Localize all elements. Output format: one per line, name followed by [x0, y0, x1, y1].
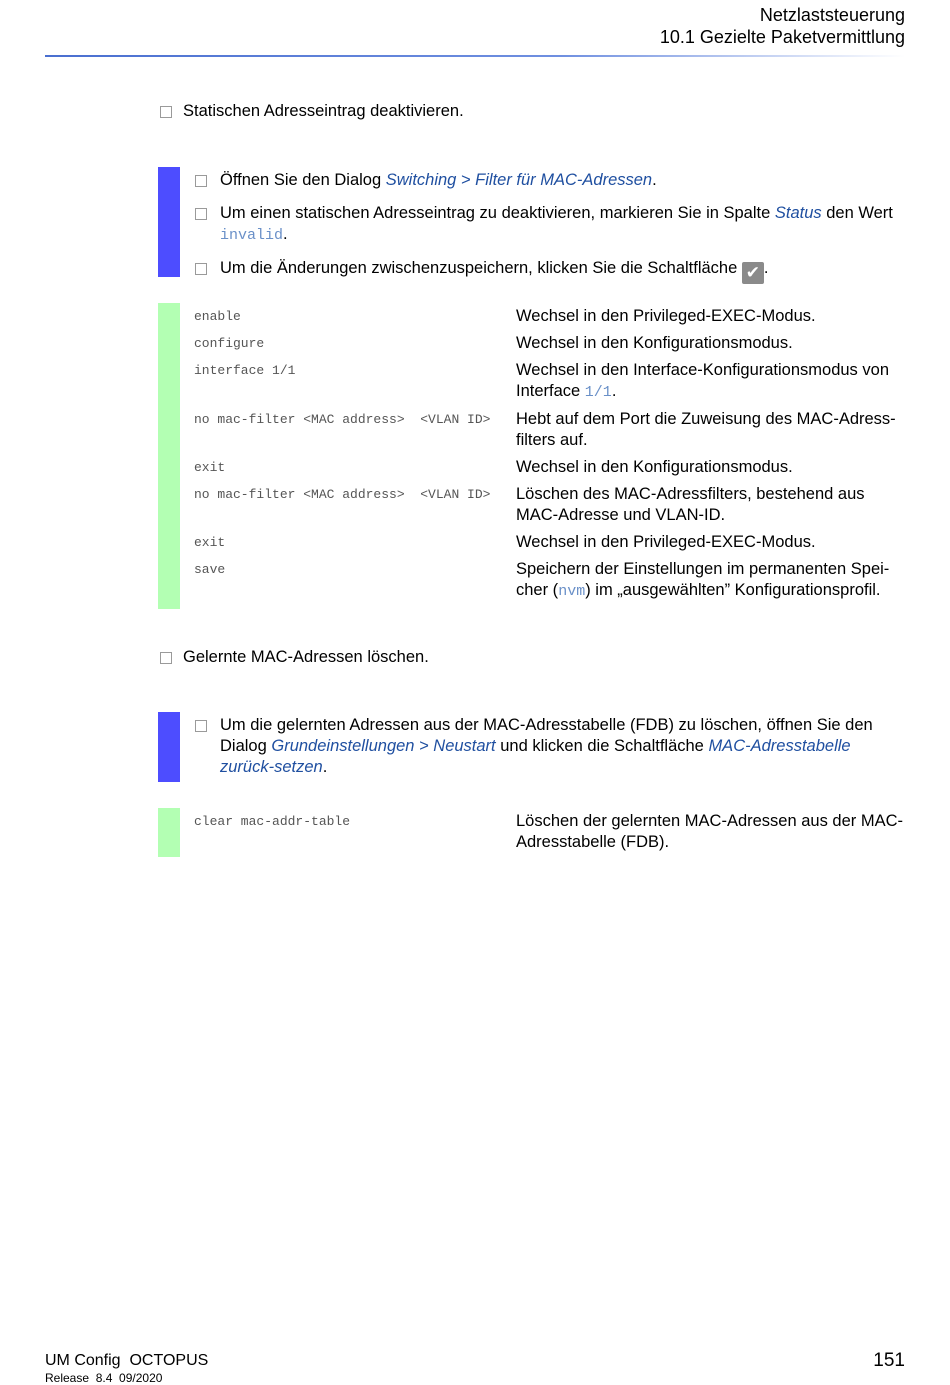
page-number: 151: [873, 1350, 905, 1371]
list-item: Um die Änderungen zwischenzuspeichern, klicken Sie die Schaltfläche ✔ .: [195, 258, 905, 284]
gui-instructions: [195, 715, 905, 790]
checkbox-icon: [195, 175, 207, 187]
step-heading: Statischen Adresseintrag deaktivieren.: [160, 102, 464, 121]
cli-bar: [158, 303, 180, 609]
table-row: no mac-filter <MAC address> <VLAN ID> Hebt auf dem Port die Zuweisung des MAC-Adress-filters auf.: [194, 410, 896, 449]
section-title: 10.1 Gezielte Paketvermittlung: [659, 27, 905, 47]
checkmark-icon: ✔: [742, 262, 764, 284]
chapter-title: Netzlaststeuerung: [759, 5, 905, 25]
checkbox-icon: [160, 106, 172, 118]
list-item: Öffnen Sie den Dialog Switching > Filter für MAC-Adressen.: [195, 170, 905, 191]
cli-bar: [158, 808, 180, 857]
cli-table: [194, 306, 906, 608]
header-rule: [45, 55, 905, 57]
table-row: save Speichern der Einstellungen im permanenten Spei-cher (nvm) im „ausgewählten” Konfigurationsprofil.: [194, 560, 890, 600]
document-name: UM Config OCTOPUS: [45, 1352, 209, 1369]
gui-instructions: [195, 170, 905, 296]
table-row: enable Wechsel in den Privileged-EXEC-Modus.: [194, 307, 816, 325]
gui-bar: [158, 167, 180, 277]
checkbox-icon: [195, 263, 207, 275]
table-row: interface 1/1 Wechsel in den Interface-Konfigurationsmodus von Interface 1/1.: [194, 361, 889, 401]
gui-bar: [158, 712, 180, 782]
step-heading: Gelernte MAC-Adressen löschen.: [160, 648, 429, 667]
page-header: [660, 4, 905, 48]
table-row: clear mac-addr-table Löschen der gelernten MAC-Adressen aus der MAC-Adresstabelle (FDB).: [194, 812, 904, 851]
checkbox-icon: [195, 720, 207, 732]
list-item: Um einen statischen Adresseintrag zu deaktivieren, markieren Sie in Spalte Status den Wert invalid.: [195, 203, 905, 246]
cli-table: [194, 811, 906, 859]
table-row: exit Wechsel in den Konfigurationsmodus.: [194, 458, 793, 476]
checkbox-icon: [160, 652, 172, 664]
table-row: configure Wechsel in den Konfigurationsmodus.: [194, 334, 793, 352]
release-info: Release 8.4 09/2020: [45, 1371, 163, 1385]
table-row: no mac-filter <MAC address> <VLAN ID> Löschen des MAC-Adressfilters, bestehend aus MAC-Adresse und VLAN-ID.: [194, 485, 865, 524]
checkbox-icon: [195, 208, 207, 220]
table-row: exit Wechsel in den Privileged-EXEC-Modus.: [194, 533, 816, 551]
list-item: Um die gelernten Adressen aus der MAC-Adresstabelle (FDB) zu löschen, öffnen Sie den Dialog Grundeinstellungen > Neustart und klicken die Schaltfläche MAC-Adresstabelle zurück-setzen.: [195, 715, 905, 778]
